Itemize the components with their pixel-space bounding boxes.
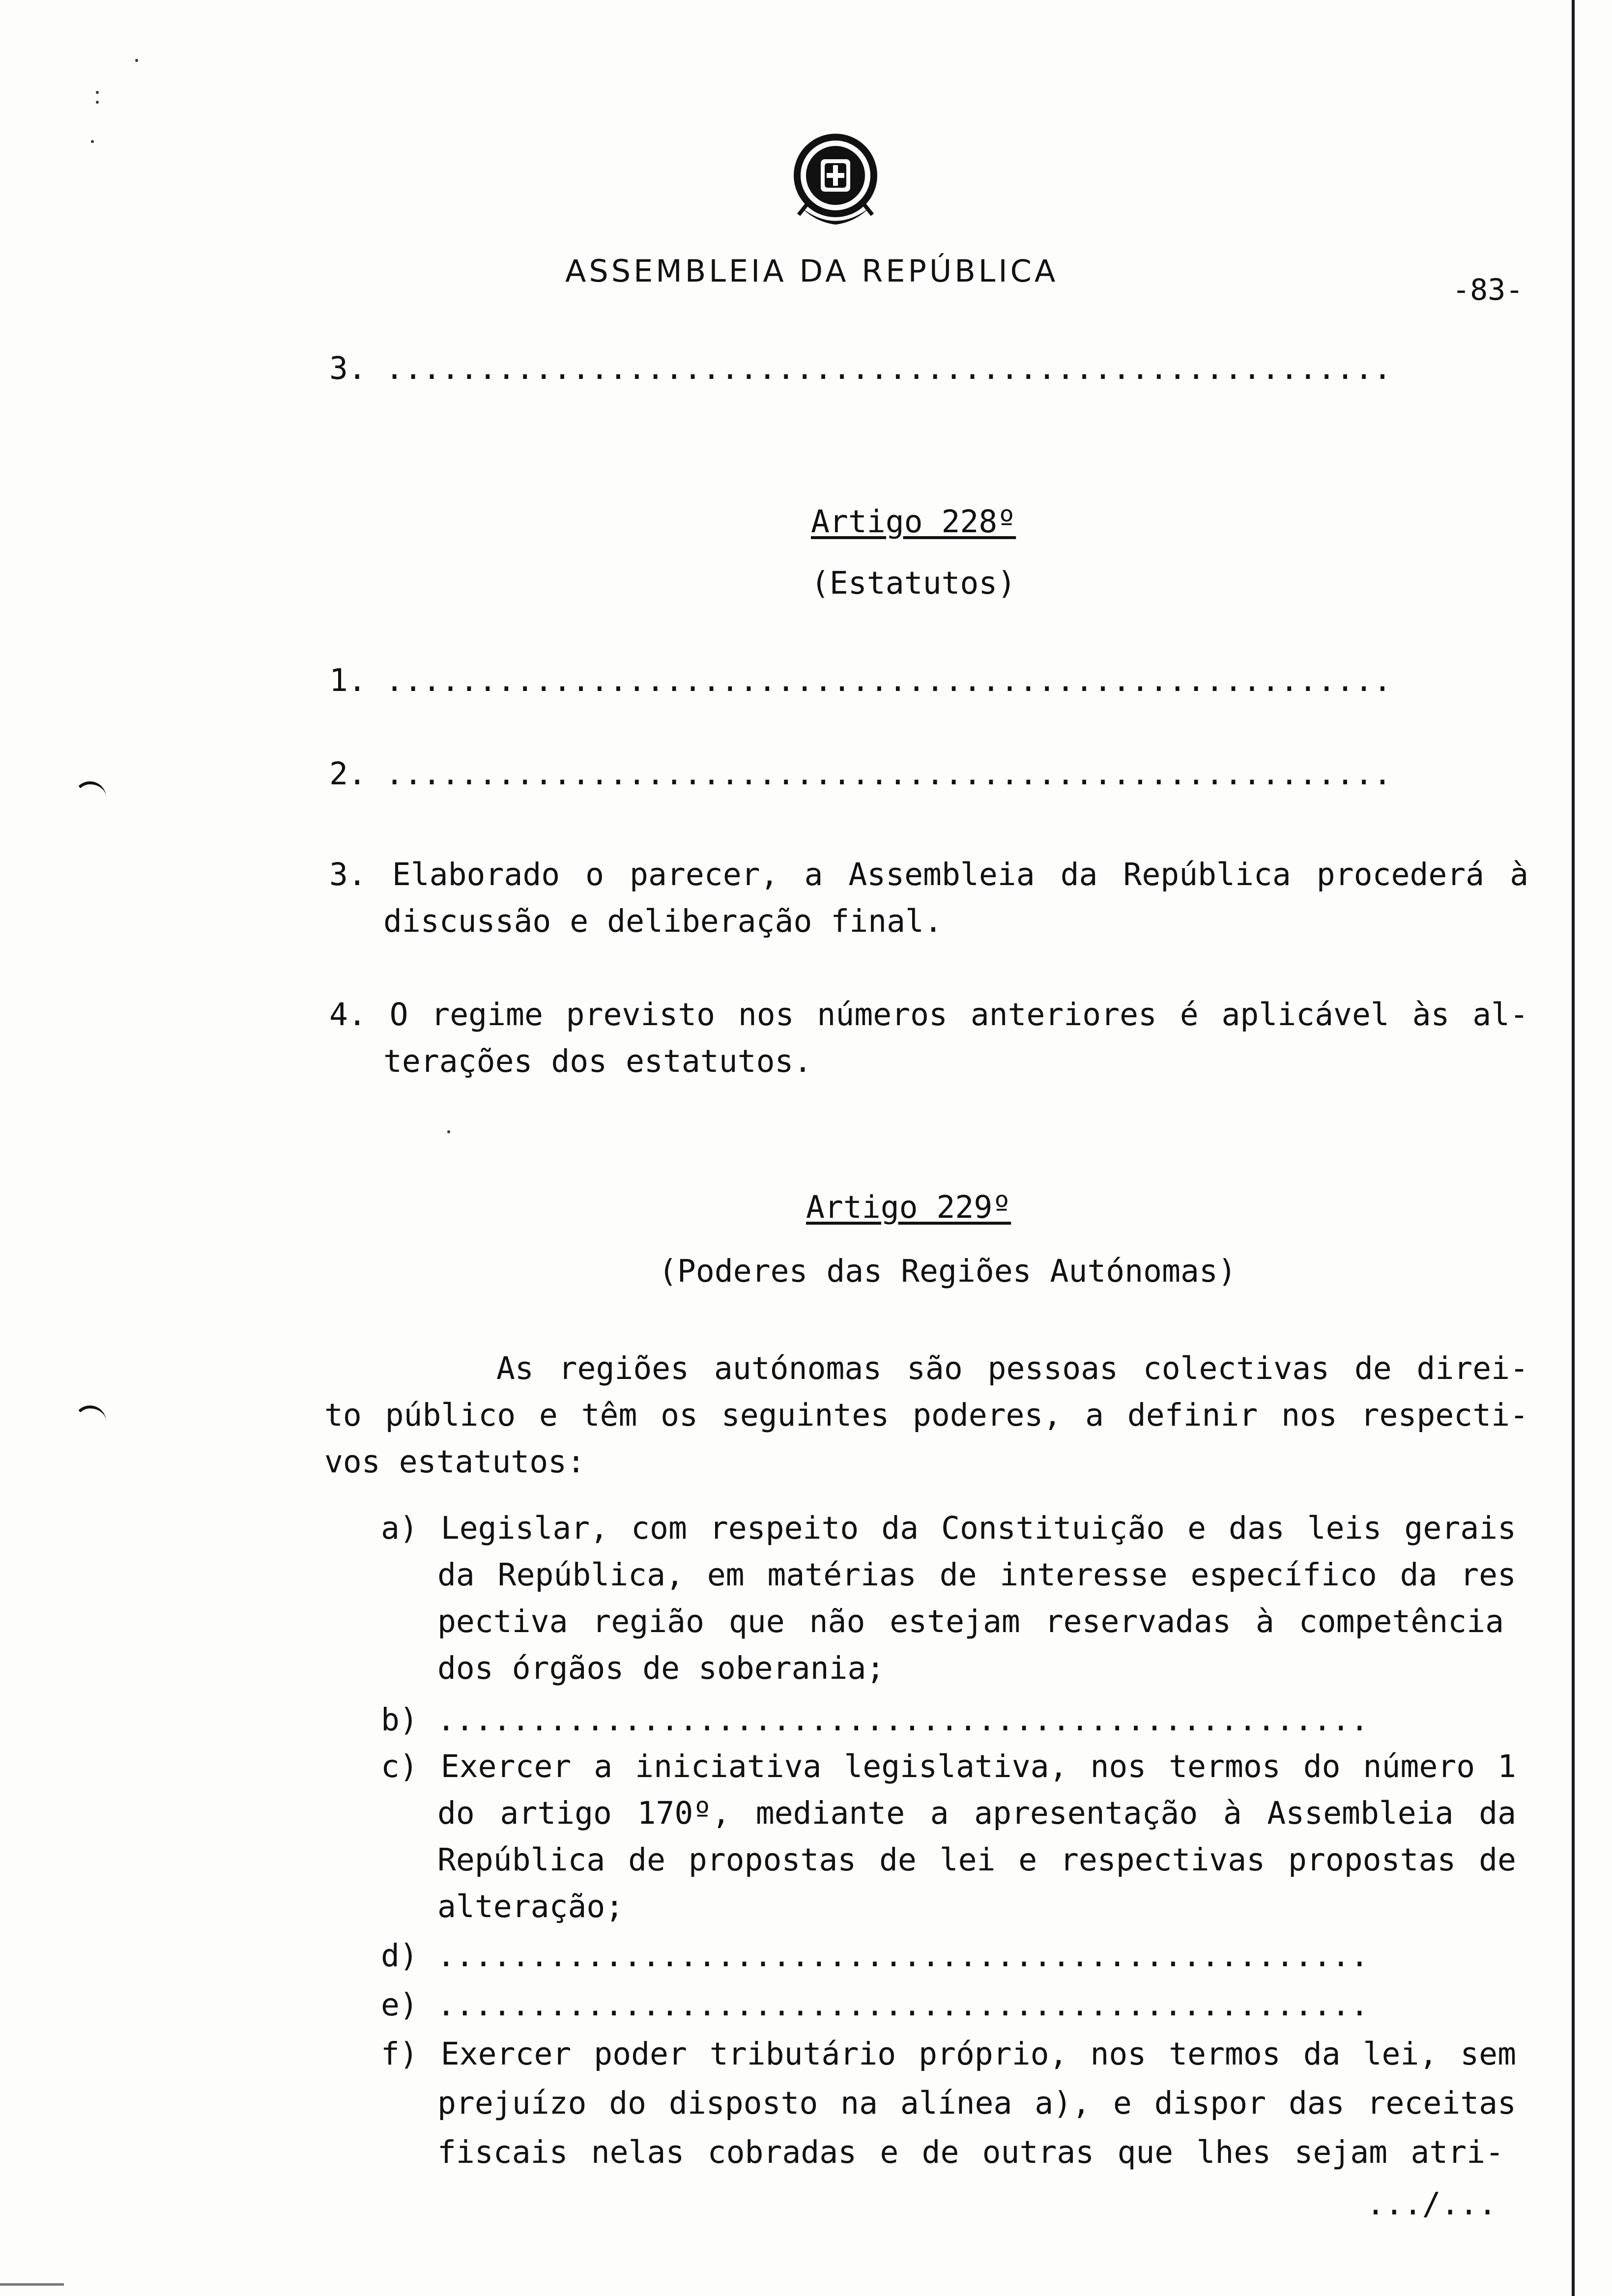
scan-speck xyxy=(135,59,138,62)
scan-speck xyxy=(447,1130,450,1133)
article-229-item-c-line: c) Exercer a iniciativa legislativa, nos termos do número 1 xyxy=(381,1749,1516,1784)
article-228-item-4-line: 4. O regime previsto nos números anteriores é aplicável às al- xyxy=(329,997,1528,1033)
article-229-item-c-line: alteração; xyxy=(437,1889,624,1924)
article-229-intro-line: As regiões autónomas são pessoas colectivas de direi- xyxy=(496,1350,1528,1386)
article-229-subtitle: (Poderes das Regiões Autónomas) xyxy=(659,1253,1237,1289)
article-229-item-c-line: República de propostas de lei e respectivas propostas de xyxy=(437,1842,1516,1878)
scan-edge-mark xyxy=(0,2283,64,2286)
margin-punch-mark xyxy=(74,1406,106,1423)
institution-header: ASSEMBLEIA DA REPÚBLICA xyxy=(565,253,1059,289)
leader-line-item-2: 2. ...................................................... xyxy=(329,756,1392,792)
continuation-mark: .../... xyxy=(1366,2186,1497,2222)
article-229-intro-line: to público e têm os seguintes poderes, a definir nos respecti- xyxy=(324,1397,1528,1433)
page-edge-rule xyxy=(1572,0,1575,2296)
article-229-item-f-line: prejuízo do disposto na alínea a), e dispor das receitas xyxy=(437,2085,1516,2121)
leader-line-item-1: 1. ...................................................... xyxy=(329,662,1392,698)
page-number: -83- xyxy=(1452,273,1524,307)
article-228-item-4-line: terações dos estatutos. xyxy=(383,1043,812,1079)
leader-line-item-3: 3. ...................................................... xyxy=(329,350,1392,386)
article-229-item-c-line: do artigo 170º, mediante a apresentação à Assembleia da xyxy=(437,1795,1516,1831)
article-229-intro-line: vos estatutos: xyxy=(324,1444,586,1480)
article-229-item-f-line: fiscais nelas cobradas e de outras que lhes sejam atri- xyxy=(437,2134,1504,2170)
article-228-subtitle: (Estatutos) xyxy=(811,565,1016,601)
scan-speck xyxy=(96,91,99,94)
article-228-heading: Artigo 228º xyxy=(811,504,1016,540)
coat-of-arms-icon xyxy=(781,129,890,237)
leader-line-item-b: b) .................................................. xyxy=(381,1702,1369,1738)
article-229-item-f-line: f) Exercer poder tributário próprio, nos termos da lei, sem xyxy=(381,2036,1516,2072)
margin-punch-mark xyxy=(74,781,106,799)
article-228-item-3-line: discussão e deliberação final. xyxy=(383,903,943,939)
article-229-item-a-line: a) Legislar, com respeito da Constituição e das leis gerais xyxy=(381,1510,1516,1546)
article-228-item-3-line: 3. Elaborado o parecer, a Assembleia da República procederá à xyxy=(329,857,1528,892)
article-229-heading: Artigo 229º xyxy=(806,1189,1011,1225)
article-229-item-a-line: pectiva região que não estejam reservadas à competência xyxy=(437,1604,1504,1639)
article-229-item-a-line: da República, em matérias de interesse específico da res xyxy=(437,1557,1516,1593)
scan-speck xyxy=(91,140,94,143)
leader-line-item-d: d) .................................................. xyxy=(381,1938,1369,1974)
leader-line-item-e: e) .................................................. xyxy=(381,1987,1369,2023)
scan-speck xyxy=(96,101,99,104)
article-229-item-a-line: dos órgãos de soberania; xyxy=(437,1650,885,1686)
